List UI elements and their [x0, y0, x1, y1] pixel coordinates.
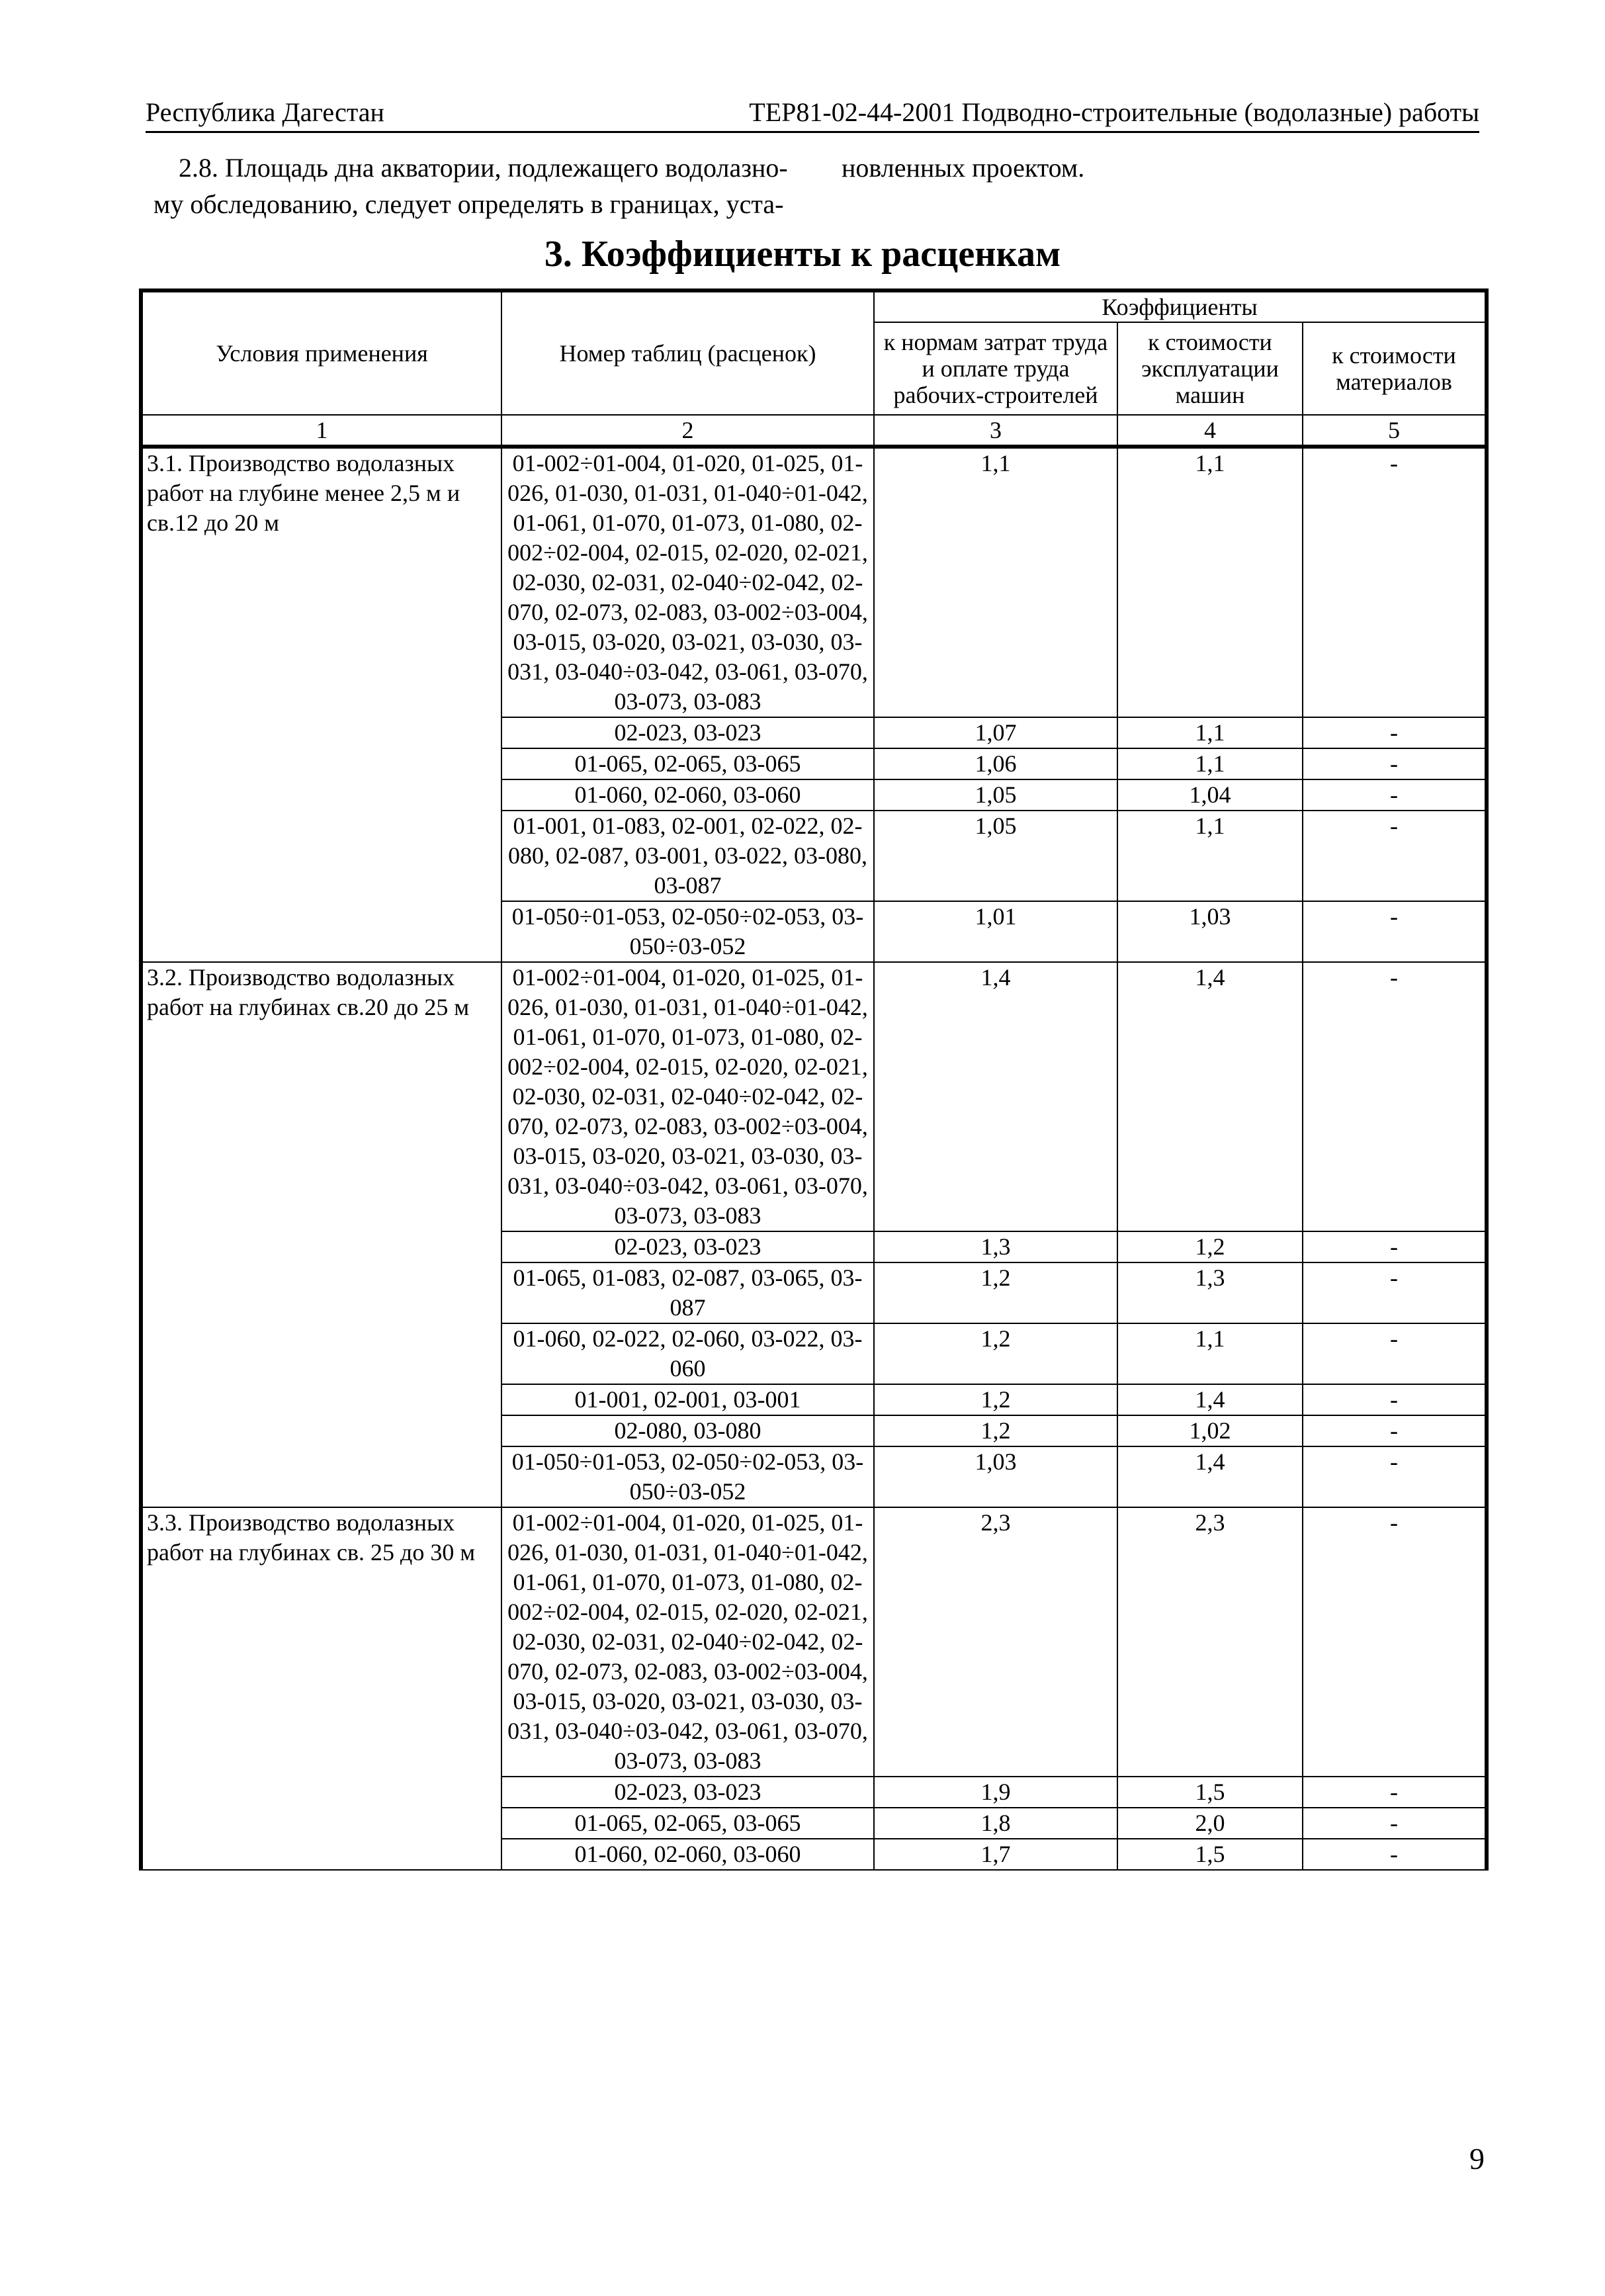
- materials-coefficient-cell: -: [1303, 779, 1487, 811]
- header-document-code: ТЕР81-02-44-2001 Подводно-строительные (водолазные) работы: [749, 97, 1479, 127]
- column-number: 2: [501, 415, 874, 447]
- table-numbers-cell: 02-023, 03-023: [501, 1777, 874, 1808]
- materials-coefficient-cell: -: [1303, 1507, 1487, 1777]
- labor-coefficient-cell: 1,2: [874, 1384, 1117, 1415]
- header-row: [141, 290, 1487, 322]
- header-table-numbers: Номер таблиц (расценок): [501, 290, 874, 415]
- machines-coefficient-cell: 1,5: [1117, 1777, 1303, 1808]
- labor-coefficient-cell: 1,01: [874, 901, 1117, 962]
- materials-coefficient-cell: -: [1303, 1446, 1487, 1507]
- intro-line: му обследованию, следует определять в границах, уста-: [153, 189, 784, 219]
- materials-coefficient-cell: -: [1303, 901, 1487, 962]
- machines-coefficient-cell: 1,1: [1117, 748, 1303, 779]
- machines-coefficient-cell: 1,1: [1117, 717, 1303, 748]
- materials-coefficient-cell: -: [1303, 1839, 1487, 1870]
- intro-paragraph: [153, 150, 1477, 229]
- section-title: 3. Коэффициенты к расценкам: [544, 234, 1061, 275]
- condition-cell: 3.3. Производство водолазных работ на глубинах св. 25 до 30 м: [141, 1507, 501, 1870]
- header-region: Республика Дагестан: [146, 97, 384, 127]
- column-number: 4: [1117, 415, 1303, 447]
- header-machines: к стоимости эксплуатации машин: [1117, 322, 1303, 415]
- labor-coefficient-cell: 1,4: [874, 962, 1117, 1231]
- labor-coefficient-cell: 1,05: [874, 779, 1117, 811]
- column-number-row: [141, 415, 1487, 447]
- table-numbers-cell: 01-065, 01-083, 02-087, 03-065, 03-087: [501, 1262, 874, 1323]
- table-numbers-cell: 02-023, 03-023: [501, 717, 874, 748]
- table-row: [141, 447, 1487, 717]
- table-numbers-cell: 02-023, 03-023: [501, 1231, 874, 1262]
- machines-coefficient-cell: 1,3: [1117, 1262, 1303, 1323]
- intro-column-right: [842, 150, 1084, 186]
- table-numbers-cell: 01-050÷01-053, 02-050÷02-053, 03-050÷03-052: [501, 901, 874, 962]
- materials-coefficient-cell: -: [1303, 717, 1487, 748]
- machines-coefficient-cell: 2,0: [1117, 1808, 1303, 1839]
- table-numbers-cell: 01-060, 02-060, 03-060: [501, 779, 874, 811]
- machines-coefficient-cell: 1,04: [1117, 779, 1303, 811]
- table-numbers-cell: 01-065, 02-065, 03-065: [501, 1808, 874, 1839]
- coefficients-table-container: [139, 288, 1485, 1871]
- machines-coefficient-cell: 1,1: [1117, 447, 1303, 717]
- machines-coefficient-cell: 1,4: [1117, 962, 1303, 1231]
- table-numbers-cell: 01-065, 02-065, 03-065: [501, 748, 874, 779]
- labor-coefficient-cell: 1,9: [874, 1777, 1117, 1808]
- condition-cell: 3.1. Производство водолазных работ на глубине менее 2,5 м и св.12 до 20 м: [141, 447, 501, 962]
- table-numbers-cell: 01-001, 01-083, 02-001, 02-022, 02-080, 02-087, 03-001, 03-022, 03-080, 03-087: [501, 811, 874, 901]
- table-numbers-cell: 01-002÷01-004, 01-020, 01-025, 01-026, 01-030, 01-031, 01-040÷01-042, 01-061, 01-070, 01-073, 01-080, 02-002÷02-004, 02-015, 02-020, 02-021, 02-030, 02-031, 02-040÷02-042, 02-070, 02-073, 02-083, 03-002÷03-004, 03-015, 03-020, 03-021, 03-030, 03-031, 03-040÷03-042, 03-061, 03-070, 03-073, 03-083: [501, 962, 874, 1231]
- labor-coefficient-cell: 1,3: [874, 1231, 1117, 1262]
- materials-coefficient-cell: -: [1303, 1231, 1487, 1262]
- header-coefficients: Коэффициенты: [874, 290, 1487, 322]
- machines-coefficient-cell: 1,02: [1117, 1415, 1303, 1446]
- materials-coefficient-cell: -: [1303, 1808, 1487, 1839]
- header-labor: к нормам затрат труда и оплате труда рабочих-строителей: [874, 322, 1117, 415]
- materials-coefficient-cell: -: [1303, 811, 1487, 901]
- page-header: [146, 94, 1479, 133]
- intro-line: новленных проектом.: [842, 153, 1085, 183]
- page-number: 9: [1469, 2142, 1485, 2176]
- materials-coefficient-cell: -: [1303, 962, 1487, 1231]
- machines-coefficient-cell: 1,4: [1117, 1446, 1303, 1507]
- column-number: 5: [1303, 415, 1487, 447]
- materials-coefficient-cell: -: [1303, 447, 1487, 717]
- machines-coefficient-cell: 1,2: [1117, 1231, 1303, 1262]
- machines-coefficient-cell: 1,1: [1117, 1323, 1303, 1384]
- materials-coefficient-cell: -: [1303, 748, 1487, 779]
- condition-cell: 3.2. Производство водолазных работ на глубинах св.20 до 25 м: [141, 962, 501, 1507]
- intro-line: 2.8. Площадь дна акватории, подлежащего водолазно-: [179, 153, 788, 183]
- labor-coefficient-cell: 1,2: [874, 1415, 1117, 1446]
- labor-coefficient-cell: 1,05: [874, 811, 1117, 901]
- labor-coefficient-cell: 1,2: [874, 1262, 1117, 1323]
- table-numbers-cell: 01-050÷01-053, 02-050÷02-053, 03-050÷03-052: [501, 1446, 874, 1507]
- header-conditions: Условия применения: [141, 290, 501, 415]
- column-number: 3: [874, 415, 1117, 447]
- labor-coefficient-cell: 1,03: [874, 1446, 1117, 1507]
- labor-coefficient-cell: 1,06: [874, 748, 1117, 779]
- header-materials: к стоимости материалов: [1303, 322, 1487, 415]
- table-row: [141, 962, 1487, 1231]
- coefficients-table: [139, 288, 1489, 1871]
- table-numbers-cell: 02-080, 03-080: [501, 1415, 874, 1446]
- labor-coefficient-cell: 1,1: [874, 447, 1117, 717]
- labor-coefficient-cell: 1,8: [874, 1808, 1117, 1839]
- materials-coefficient-cell: -: [1303, 1415, 1487, 1446]
- machines-coefficient-cell: 1,5: [1117, 1839, 1303, 1870]
- table-numbers-cell: 01-060, 02-060, 03-060: [501, 1839, 874, 1870]
- table-numbers-cell: 01-001, 02-001, 03-001: [501, 1384, 874, 1415]
- table-numbers-cell: 01-060, 02-022, 02-060, 03-022, 03-060: [501, 1323, 874, 1384]
- intro-column-left: [153, 150, 822, 222]
- labor-coefficient-cell: 1,07: [874, 717, 1117, 748]
- materials-coefficient-cell: -: [1303, 1323, 1487, 1384]
- materials-coefficient-cell: -: [1303, 1262, 1487, 1323]
- column-number: 1: [141, 415, 501, 447]
- labor-coefficient-cell: 1,2: [874, 1323, 1117, 1384]
- labor-coefficient-cell: 2,3: [874, 1507, 1117, 1777]
- machines-coefficient-cell: 1,03: [1117, 901, 1303, 962]
- table-numbers-cell: 01-002÷01-004, 01-020, 01-025, 01-026, 01-030, 01-031, 01-040÷01-042, 01-061, 01-070, 01-073, 01-080, 02-002÷02-004, 02-015, 02-020, 02-021, 02-030, 02-031, 02-040÷02-042, 02-070, 02-073, 02-083, 03-002÷03-004, 03-015, 03-020, 03-021, 03-030, 03-031, 03-040÷03-042, 03-061, 03-070, 03-073, 03-083: [501, 447, 874, 717]
- machines-coefficient-cell: 1,4: [1117, 1384, 1303, 1415]
- materials-coefficient-cell: -: [1303, 1777, 1487, 1808]
- table-numbers-cell: 01-002÷01-004, 01-020, 01-025, 01-026, 01-030, 01-031, 01-040÷01-042, 01-061, 01-070, 01-073, 01-080, 02-002÷02-004, 02-015, 02-020, 02-021, 02-030, 02-031, 02-040÷02-042, 02-070, 02-073, 02-083, 03-002÷03-004, 03-015, 03-020, 03-021, 03-030, 03-031, 03-040÷03-042, 03-061, 03-070, 03-073, 03-083: [501, 1507, 874, 1777]
- labor-coefficient-cell: 1,7: [874, 1839, 1117, 1870]
- table-row: [141, 1507, 1487, 1777]
- machines-coefficient-cell: 1,1: [1117, 811, 1303, 901]
- materials-coefficient-cell: -: [1303, 1384, 1487, 1415]
- machines-coefficient-cell: 2,3: [1117, 1507, 1303, 1777]
